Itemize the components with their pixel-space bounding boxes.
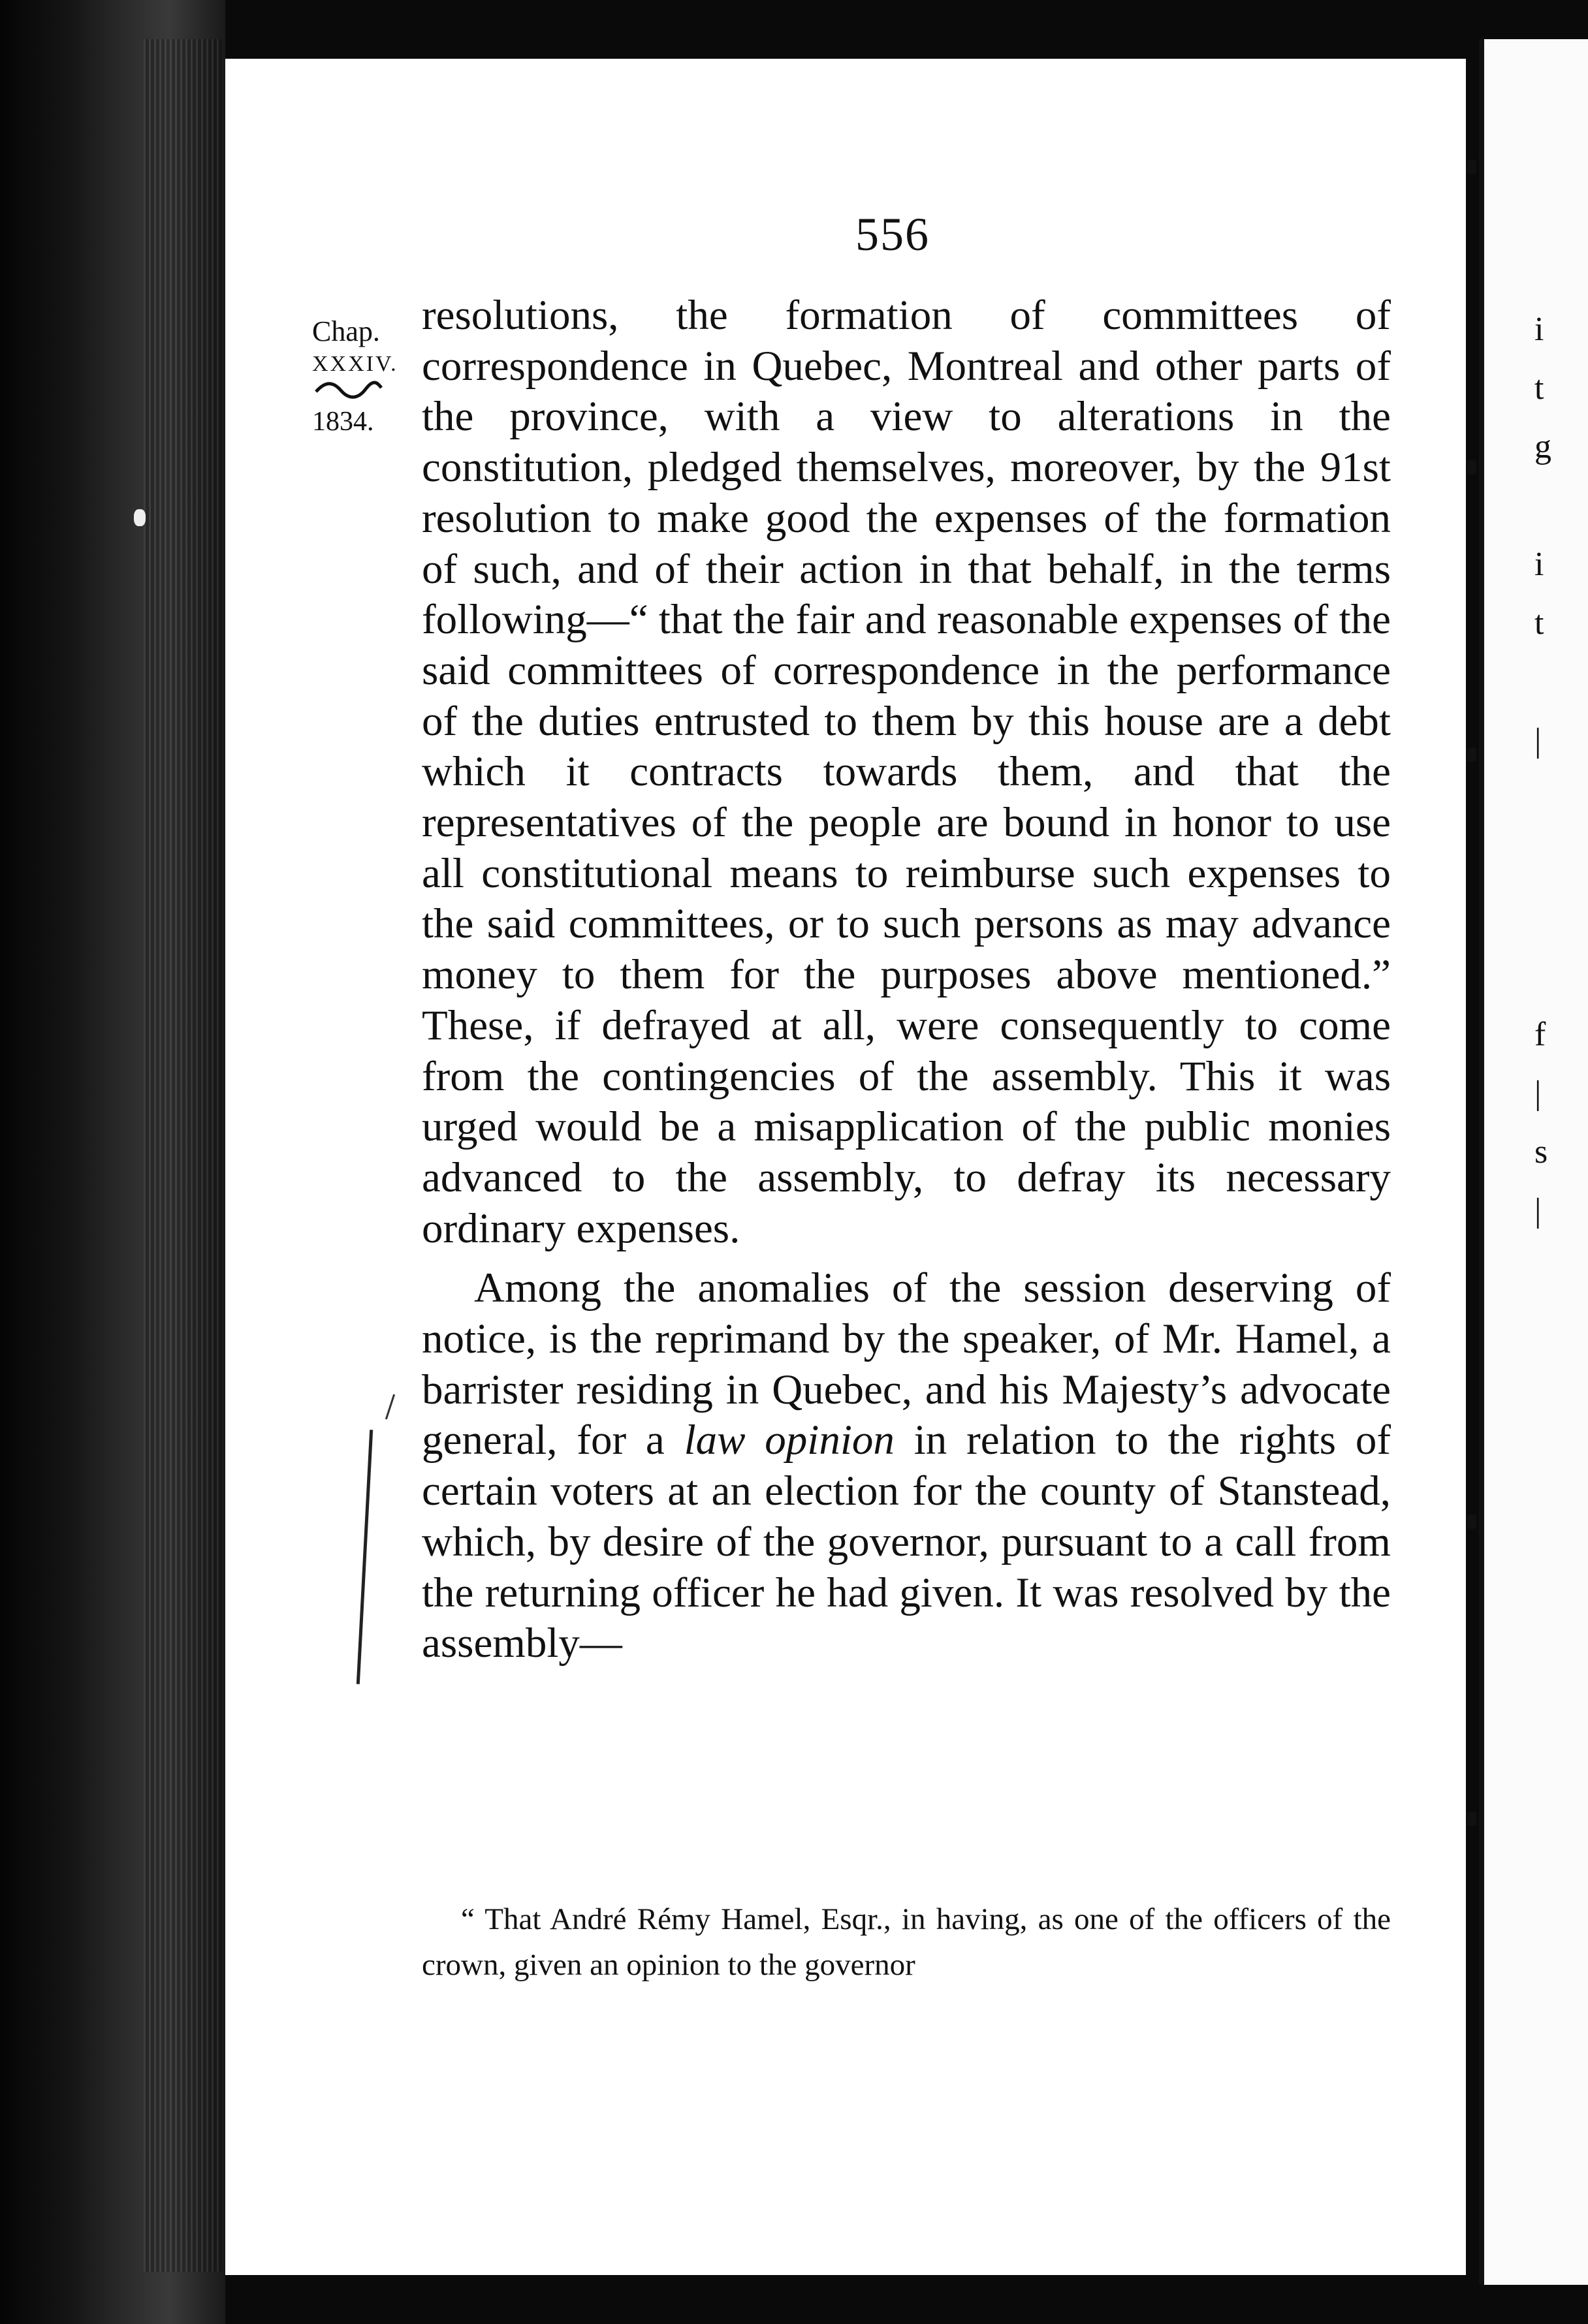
facing-page-letter: | (1534, 1075, 1542, 1112)
binding-mark (1467, 747, 1476, 762)
facing-page-letter (1534, 947, 1574, 1005)
facing-page-letter (1534, 653, 1574, 712)
facing-page-letters (1534, 300, 1574, 1240)
paragraph-1: resolutions, the formation of committees of correspondence in Quebec, Montreal and other parts of the province, with a view to alterations in the constitution, pledged themselves, moreover, by the 91st resolution to make good the expenses of the formation of such, and of their action in that behalf, in the terms following—“ that the fair and reasonable expenses of the said committees of correspondence in the performance of the duties entrusted to them by this house are a debt which it contracts towards them, and that the representatives of the people are bound in honor to use all constitutional means to reimburse such expenses to the said committees, or to such persons as may advance money to them for the purposes above mentioned.” These, if defrayed at all, were consequently to come from the contingencies of the assembly. This it was urged would be a misapplication of the public monies advanced to the assembly, to defray its necessary ordinary expenses. (422, 292, 1391, 1252)
wave-ornament-icon (312, 377, 384, 402)
italic-phrase: law opinion (684, 1417, 895, 1464)
facing-page-letter (1534, 770, 1574, 829)
margin-chapter-number: XXXIV. (312, 352, 398, 376)
facing-page-letter: g (1534, 428, 1551, 465)
margin-year: 1834. (312, 407, 374, 437)
spine-mark (134, 509, 146, 526)
binding-mark (1467, 1812, 1476, 1826)
facing-page-letter: s (1534, 1133, 1548, 1170)
spine-texture (144, 39, 222, 2272)
facing-page-letter: t (1534, 605, 1544, 642)
facing-page-letter: i (1534, 546, 1544, 583)
facing-page-letter: f (1534, 1016, 1546, 1053)
facing-page-letter: | (1534, 722, 1542, 759)
binding-mark (1467, 160, 1476, 174)
facing-page-letter: i (1534, 311, 1544, 348)
paragraph-2-text: Among the anomalies of the session deserving of notice, is the reprimand by the speaker, of Mr. Hamel, a barrister residing in Quebec, and his Majesty’s advocate general, for a (422, 1264, 1391, 1464)
binding-mark (1467, 460, 1476, 475)
facing-page-letter (1534, 888, 1574, 947)
paragraph-2-text-continued: in relation to the rights of certain voters at an election for the county of Stanstead, which, by desire of the governor, pursuant to a call from the returning officer he had given. It was resolved by the assembly— (422, 1417, 1391, 1667)
facing-page-letter: t (1534, 369, 1544, 407)
binding-mark (1467, 1515, 1476, 1529)
margin-chapter-label: Chap. (312, 315, 380, 347)
facing-page-letter: | (1534, 1192, 1542, 1229)
footnote: “ That André Rémy Hamel, Esqr., in having, as one of the officers of the crown, given an opinion to the governor (422, 1902, 1391, 1982)
facing-page-letter (1534, 829, 1574, 888)
body-text (422, 290, 1391, 1669)
paragraph-2 (422, 1263, 1391, 1669)
page-number: 556 (855, 208, 930, 260)
facing-page-letter (1534, 477, 1574, 535)
margin-note (312, 312, 397, 441)
